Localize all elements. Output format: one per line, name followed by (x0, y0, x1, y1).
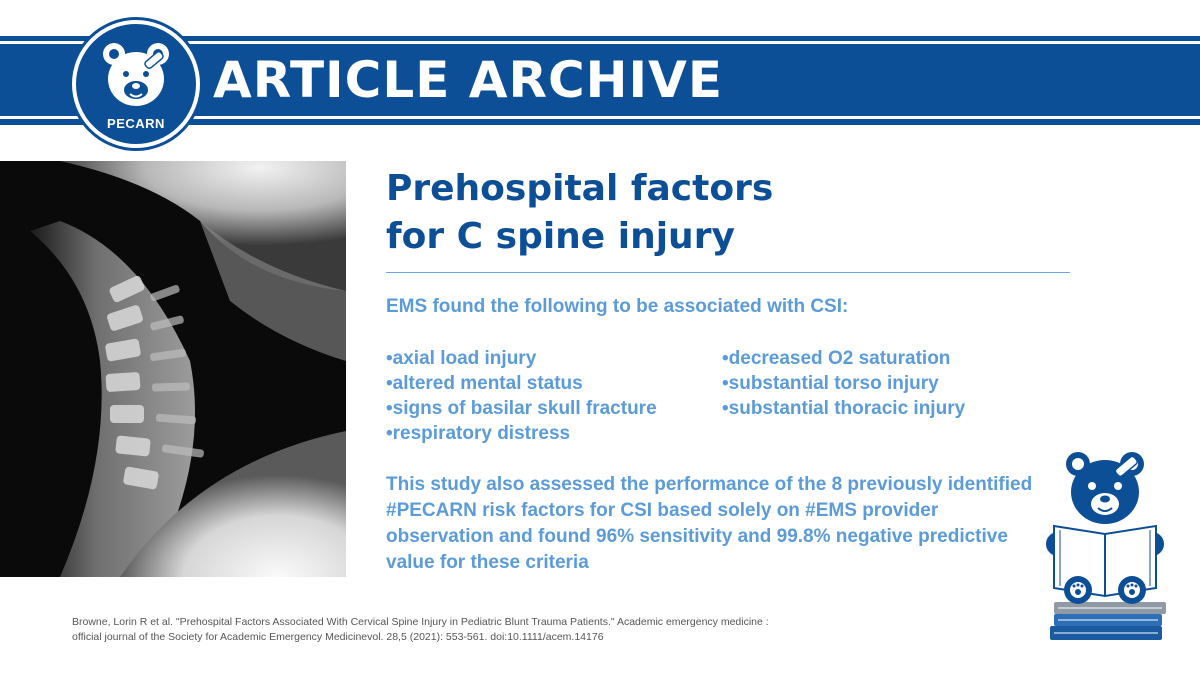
list-item: • altered mental status (386, 371, 657, 396)
headline-line-1: Prehospital factors (386, 168, 774, 209)
headline-divider (386, 272, 1070, 273)
findings-list-left (386, 346, 657, 446)
list-item: • substantial thoracic injury (722, 396, 965, 421)
page-title: ARTICLE ARCHIVE (213, 51, 723, 109)
list-item: • substantial torso injury (722, 371, 965, 396)
citation-line-1: Browne, Lorin R et al. "Prehospital Factors Associated With Cervical Spine Injury in Pediatric Blunt Trauma Patients." Academic emergency medicine : (72, 616, 769, 628)
citation (72, 615, 972, 645)
findings-list-right (722, 346, 965, 421)
logo-text: PECARN (107, 116, 165, 131)
headline-line-2: for C spine injury (386, 216, 735, 257)
findings-intro: EMS found the following to be associated with CSI: (386, 296, 849, 317)
neck-xray-image (0, 161, 346, 577)
study-summary: This study also assessed the performance of the 8 previously identified #PECARN risk factors for CSI based solely on #EMS provider observation and found 96% sensitivity and 99.8% negative predictive value for these criteria (386, 474, 1033, 573)
list-item: • decreased O2 saturation (722, 346, 965, 371)
list-item: • respiratory distress (386, 421, 657, 446)
citation-line-2: official journal of the Society for Academic Emergency Medicinevol. 28,5 (2021): 553-561. doi:10.1111/acem.14176 (72, 631, 604, 643)
article-headline (386, 165, 1086, 261)
list-item: • signs of basilar skull fracture (386, 396, 657, 421)
pecarn-logo (72, 20, 200, 148)
list-item: • axial load injury (386, 346, 657, 371)
bear-reading-book-icon (1040, 448, 1170, 644)
